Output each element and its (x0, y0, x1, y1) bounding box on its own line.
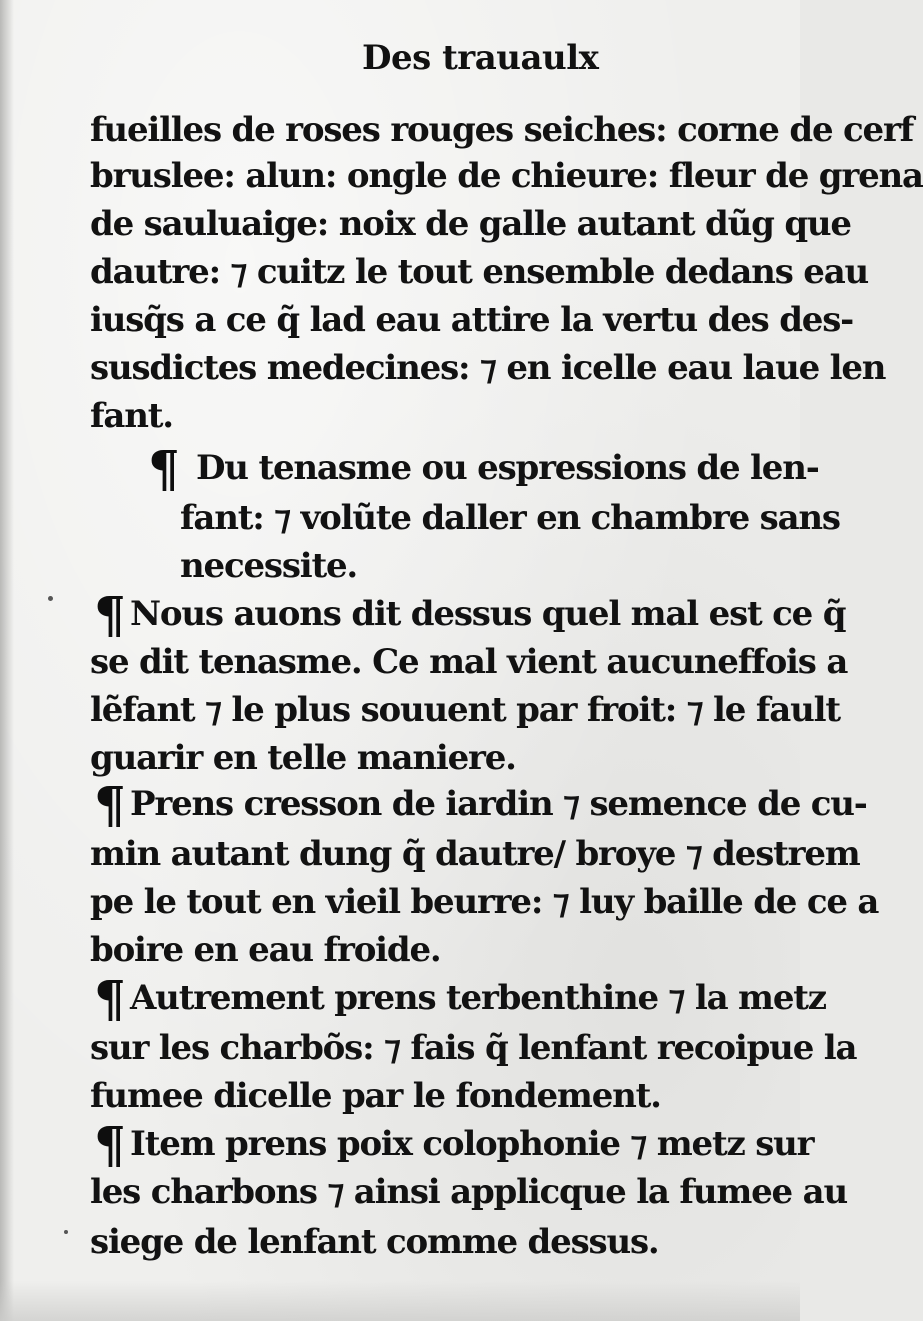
text-line-7: fant. (90, 396, 173, 436)
text-line-20: sur les charbõs: ⁊ fais q̃ lenfant recoipue la (90, 1028, 857, 1068)
paragraph-mark-4: ¶ (94, 969, 126, 1028)
text-line-5: iusq̃s a ce q̃ lad eau attire la vertu des des- (90, 300, 854, 340)
page-bottom-shadow (0, 1281, 800, 1321)
text-line-24: siege de lenfant comme dessus. (90, 1222, 659, 1262)
text-line-3: de sauluaige: noix de galle autant dũg que (90, 204, 851, 244)
text-line-17: pe le tout en vieil beurre: ⁊ luy baille de ce a (90, 882, 879, 922)
text-line-12: se dit tenasme. Ce mal vient aucuneffois a (90, 642, 848, 682)
paragraph-mark-1: ¶ (148, 439, 180, 498)
margin-speck (64, 1230, 68, 1234)
text-line-16: min autant dung q̃ dautre/ broye ⁊ destrem (90, 834, 860, 874)
text-line-1: fueilles de roses rouges seiches: corne de cerf (90, 110, 914, 150)
text-line-13: lẽfant ⁊ le plus souuent par froit: ⁊ le fault (90, 690, 840, 730)
text-line-11: Nous auons dit dessus quel mal est ce q̃ (130, 594, 846, 634)
chapter-heading-line-3: necessite. (180, 546, 358, 586)
text-line-21: fumee dicelle par le fondement. (90, 1076, 661, 1116)
chapter-heading-line-2: fant: ⁊ volũte daller en chambre sans (180, 498, 840, 538)
text-line-15: Prens cresson de iardin ⁊ semence de cu- (130, 784, 867, 824)
text-line-4: dautre: ⁊ cuitz le tout ensemble dedans eau (90, 252, 869, 292)
margin-speck (48, 596, 53, 601)
text-line-19: Autrement prens terbenthine ⁊ la metz (130, 978, 826, 1018)
paragraph-mark-3: ¶ (94, 775, 126, 834)
text-line-22: Item prens poix colophonie ⁊ metz sur (130, 1124, 814, 1164)
text-line-6: susdictes medecines: ⁊ en icelle eau laue len (90, 348, 886, 388)
page-edge-shadow (0, 0, 14, 1321)
text-line-2: bruslee: alun: ongle de chieure: fleur de grena (90, 156, 923, 196)
chapter-heading-line-1: Du tenasme ou espressions de len- (196, 448, 819, 488)
paragraph-mark-5: ¶ (94, 1115, 126, 1174)
text-line-23: les charbons ⁊ ainsi applicque la fumee au (90, 1172, 847, 1212)
running-head: Des trauaulx (362, 38, 599, 78)
paragraph-mark-2: ¶ (94, 585, 126, 644)
text-line-14: guarir en telle maniere. (90, 738, 516, 778)
text-line-18: boire en eau froide. (90, 930, 441, 970)
